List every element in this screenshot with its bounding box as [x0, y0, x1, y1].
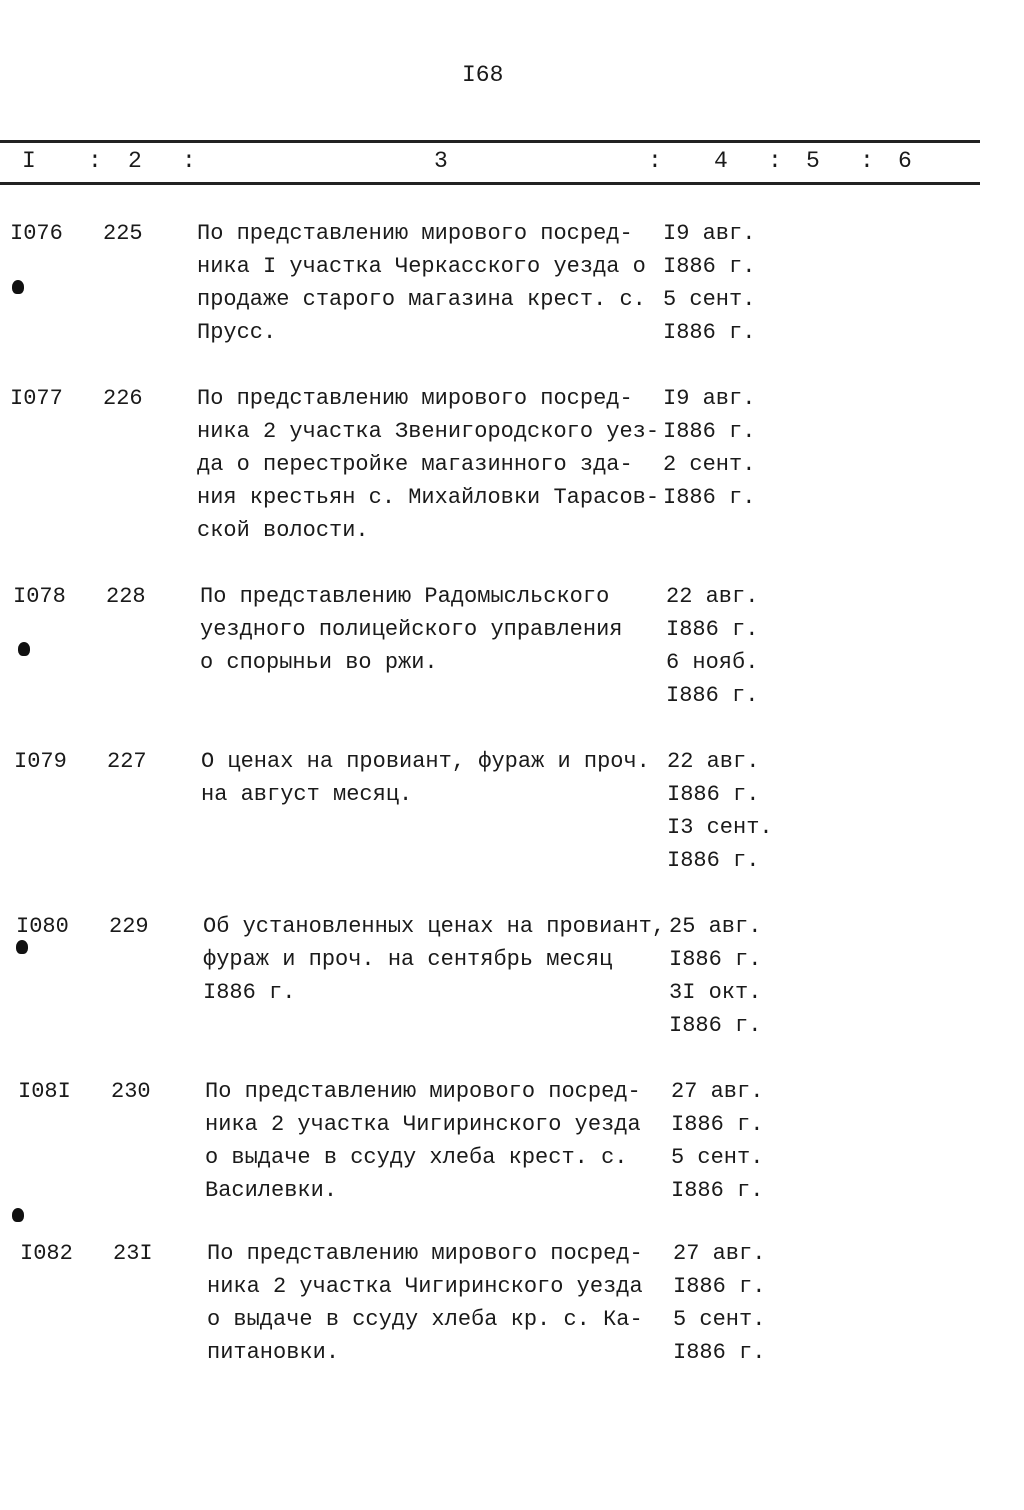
record-title [197, 217, 646, 349]
title-line: о выдаче в ссуду хлеба крест. с. [205, 1145, 628, 1170]
header-sep: : [648, 148, 662, 174]
punch-mark [18, 642, 30, 656]
date-line: I886 г. [666, 683, 759, 708]
header-sep: : [860, 148, 874, 174]
title-line: По представлению мирового посред- [207, 1241, 643, 1266]
title-line: Прусс. [197, 320, 277, 345]
record-title [203, 910, 665, 1009]
record-number: I080 [16, 914, 69, 939]
title-line: По представлению мирового посред- [197, 221, 633, 246]
record-number: I082 [20, 1241, 73, 1266]
title-line: По представлению мирового посред- [197, 386, 633, 411]
top-rule [0, 140, 980, 143]
title-line: да о перестройке магазинного зда- [197, 452, 633, 477]
date-line: 22 авг. [666, 584, 759, 609]
date-line: 2 сент. [663, 452, 756, 477]
title-line: о выдаче в ссуду хлеба кр. с. Ка- [207, 1307, 643, 1332]
title-line: ника 2 участка Чигиринского уезда [205, 1112, 641, 1137]
record-dates [663, 382, 755, 514]
title-line: ника 2 участка Звенигородского уез- [197, 419, 660, 444]
punch-mark [12, 1208, 24, 1222]
date-line: I886 г. [666, 617, 759, 642]
date-line: I9 авг. [663, 386, 756, 411]
record-dates [666, 580, 758, 712]
header-col3: 3 [434, 148, 448, 174]
record-number: I077 [10, 386, 63, 411]
date-line: I886 г. [667, 782, 760, 807]
original-number: 229 [109, 914, 149, 939]
date-line: 5 сент. [673, 1307, 766, 1332]
date-line: I886 г. [669, 1013, 762, 1038]
record-title [205, 1075, 641, 1207]
record-number: I076 [10, 221, 63, 246]
record-dates [667, 745, 773, 877]
title-line: питановки. [207, 1340, 340, 1365]
record-title [201, 745, 650, 811]
record-dates [671, 1075, 763, 1207]
title-line: Василевки. [205, 1178, 338, 1203]
record-number: I078 [13, 584, 66, 609]
date-line: I886 г. [669, 947, 762, 972]
title-line: ника I участка Черкасского уезда о [197, 254, 646, 279]
date-line: I886 г. [663, 485, 756, 510]
header-sep: : [768, 148, 782, 174]
date-line: 3I окт. [669, 980, 762, 1005]
date-line: I886 г. [671, 1112, 764, 1137]
date-line: I886 г. [663, 254, 756, 279]
title-line: фураж и проч. на сентябрь месяц [203, 947, 613, 972]
record-number: I08I [18, 1079, 71, 1104]
title-line: ской волости. [197, 518, 369, 543]
date-line: 25 авг. [669, 914, 762, 939]
title-line: о спорыньи во ржи. [200, 650, 438, 675]
title-line: ния крестьян с. Михайловки Тарасов- [197, 485, 660, 510]
punch-mark [12, 280, 24, 294]
punch-mark [16, 940, 28, 954]
date-line: I886 г. [671, 1178, 764, 1203]
header-col1: I [22, 148, 36, 174]
original-number: 23I [113, 1241, 153, 1266]
header-col5: 5 [806, 148, 820, 174]
title-line: По представлению Радомысльского [200, 584, 610, 609]
record-title [200, 580, 622, 679]
record-dates [669, 910, 761, 1042]
date-line: 5 сент. [663, 287, 756, 312]
title-line: ника 2 участка Чигиринского уезда [207, 1274, 643, 1299]
date-line: I886 г. [663, 320, 756, 345]
date-line: 27 авг. [671, 1079, 764, 1104]
title-line: I886 г. [203, 980, 296, 1005]
record-title [207, 1237, 643, 1369]
page-number: I68 [462, 62, 504, 88]
date-line: I886 г. [667, 848, 760, 873]
record-dates [673, 1237, 765, 1369]
header-sep: : [182, 148, 196, 174]
date-line: I886 г. [663, 419, 756, 444]
original-number: 230 [111, 1079, 151, 1104]
date-line: I886 г. [673, 1340, 766, 1365]
title-line: продаже старого магазина крест. с. [197, 287, 646, 312]
title-line: О ценах на провиант, фураж и проч. [201, 749, 650, 774]
title-line: уездного полицейского управления [200, 617, 623, 642]
record-title [197, 382, 659, 547]
header-col4: 4 [714, 148, 728, 174]
title-line: По представлению мирового посред- [205, 1079, 641, 1104]
title-line: на август месяц. [201, 782, 413, 807]
original-number: 227 [107, 749, 147, 774]
header-rule [0, 182, 980, 185]
title-line: Об установленных ценах на провиант, [203, 914, 666, 939]
original-number: 226 [103, 386, 143, 411]
header-sep: : [88, 148, 102, 174]
record-number: I079 [14, 749, 67, 774]
original-number: 225 [103, 221, 143, 246]
table-header [0, 148, 980, 178]
date-line: 22 авг. [667, 749, 760, 774]
date-line: 6 нояб. [666, 650, 759, 675]
header-col6: 6 [898, 148, 912, 174]
date-line: I9 авг. [663, 221, 756, 246]
record-dates [663, 217, 755, 349]
date-line: I3 сент. [667, 815, 773, 840]
date-line: 27 авг. [673, 1241, 766, 1266]
header-col2: 2 [128, 148, 142, 174]
original-number: 228 [106, 584, 146, 609]
date-line: I886 г. [673, 1274, 766, 1299]
date-line: 5 сент. [671, 1145, 764, 1170]
